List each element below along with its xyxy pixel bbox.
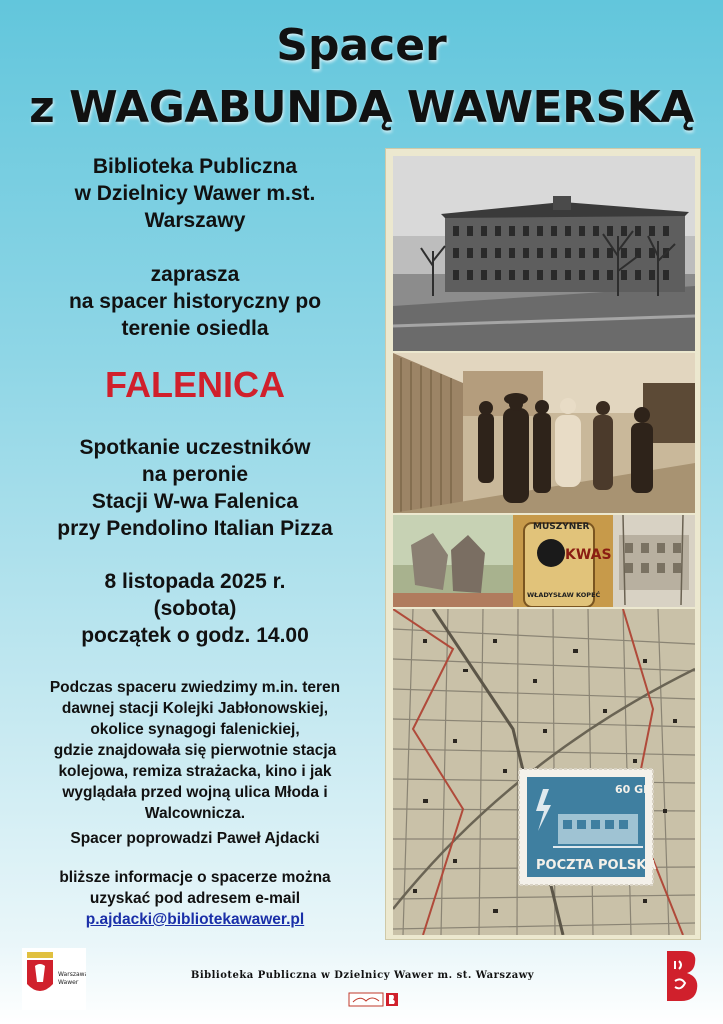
contact-block [10,867,380,930]
photo-historic-map [393,609,695,935]
invitation-line: terenie osiedla [121,317,269,340]
description-line: okolice synagogi falenickiej, [90,721,300,738]
photo-street-group [393,353,695,513]
bottle-maker-text: WŁADYSŁAW KOPEĆ [527,591,601,599]
date-line: 8 listopada 2025 r. [104,570,286,593]
description-line: gdzie znajdowała się pierwotnie stacja [53,742,337,759]
organizer-line: Biblioteka Publiczna [92,155,298,178]
invitation-line: zaprasza [150,263,240,286]
contact-line: uzyskać pod adresem e-mail [89,890,301,907]
meeting-line: Stacji W-wa Falenica [91,490,299,513]
library-b-logo [661,947,701,1003]
wawer-logo-text: Wawer [58,979,79,986]
organizer-line: w Dzielnicy Wawer m.st. [74,182,316,205]
library-small-logo [348,992,400,1008]
organizer-block [10,153,380,234]
warszawa-wawer-logo [22,948,86,1010]
invitation-block [10,261,380,342]
photo-artifacts-row [393,515,695,607]
bottle-label-text: KWAS [565,547,612,563]
description-block [10,677,380,824]
warszawa-logo-text: Warszawa [58,971,86,978]
meeting-line: przy Pendolino Italian Pizza [57,517,333,540]
bottle-top-text: MUSZYNER [533,522,590,532]
library-b-icon [661,947,701,1003]
organizer-line: Warszawy [144,209,246,232]
datetime-block [10,568,380,649]
stamp-value: 60 GR [615,783,652,796]
guide-line: Spacer poprowadzi Paweł Ajdacki [70,830,320,847]
contact-line: bliższe informacje o spacerze można [59,869,331,886]
stamp-caption: POCZTA POLSKA [536,858,657,873]
warszawa-crest-icon [22,948,86,1010]
start-time-line: początek o godz. 14.00 [81,624,309,647]
library-mini-badge-icon [348,992,400,1008]
poster-title-line2: z WAGABUNDĄ WAWERSKĄ [29,82,694,133]
meeting-line: Spotkanie uczestników [79,436,311,459]
weekday-line: (sobota) [153,597,237,620]
email-link[interactable]: p.ajdacki@bibliotekawawer.pl [85,911,305,928]
description-line: wyglądała przed wojną ulica Młoda i [62,784,328,801]
meeting-block [10,434,380,542]
photo-collage [385,148,701,940]
poster-title-line1: Spacer [276,20,447,71]
description-line: kolejowa, remiza strażacka, kino i jak [58,763,332,780]
place-name: FALENICA [105,364,285,405]
photo-historic-building [393,156,695,351]
meeting-line: na peronie [141,463,249,486]
footer-library-name: Biblioteka Publiczna w Dzielnicy Wawer m. st. Warszawy [190,970,535,981]
postage-stamp [519,769,656,885]
description-line: Walcownicza. [144,805,246,822]
description-line: dawnej stacji Kolejki Jabłonowskiej, [61,700,329,717]
invitation-line: na spacer historyczny po [68,290,322,313]
description-line: Podczas spaceru zwiedzimy m.in. teren [49,679,341,696]
